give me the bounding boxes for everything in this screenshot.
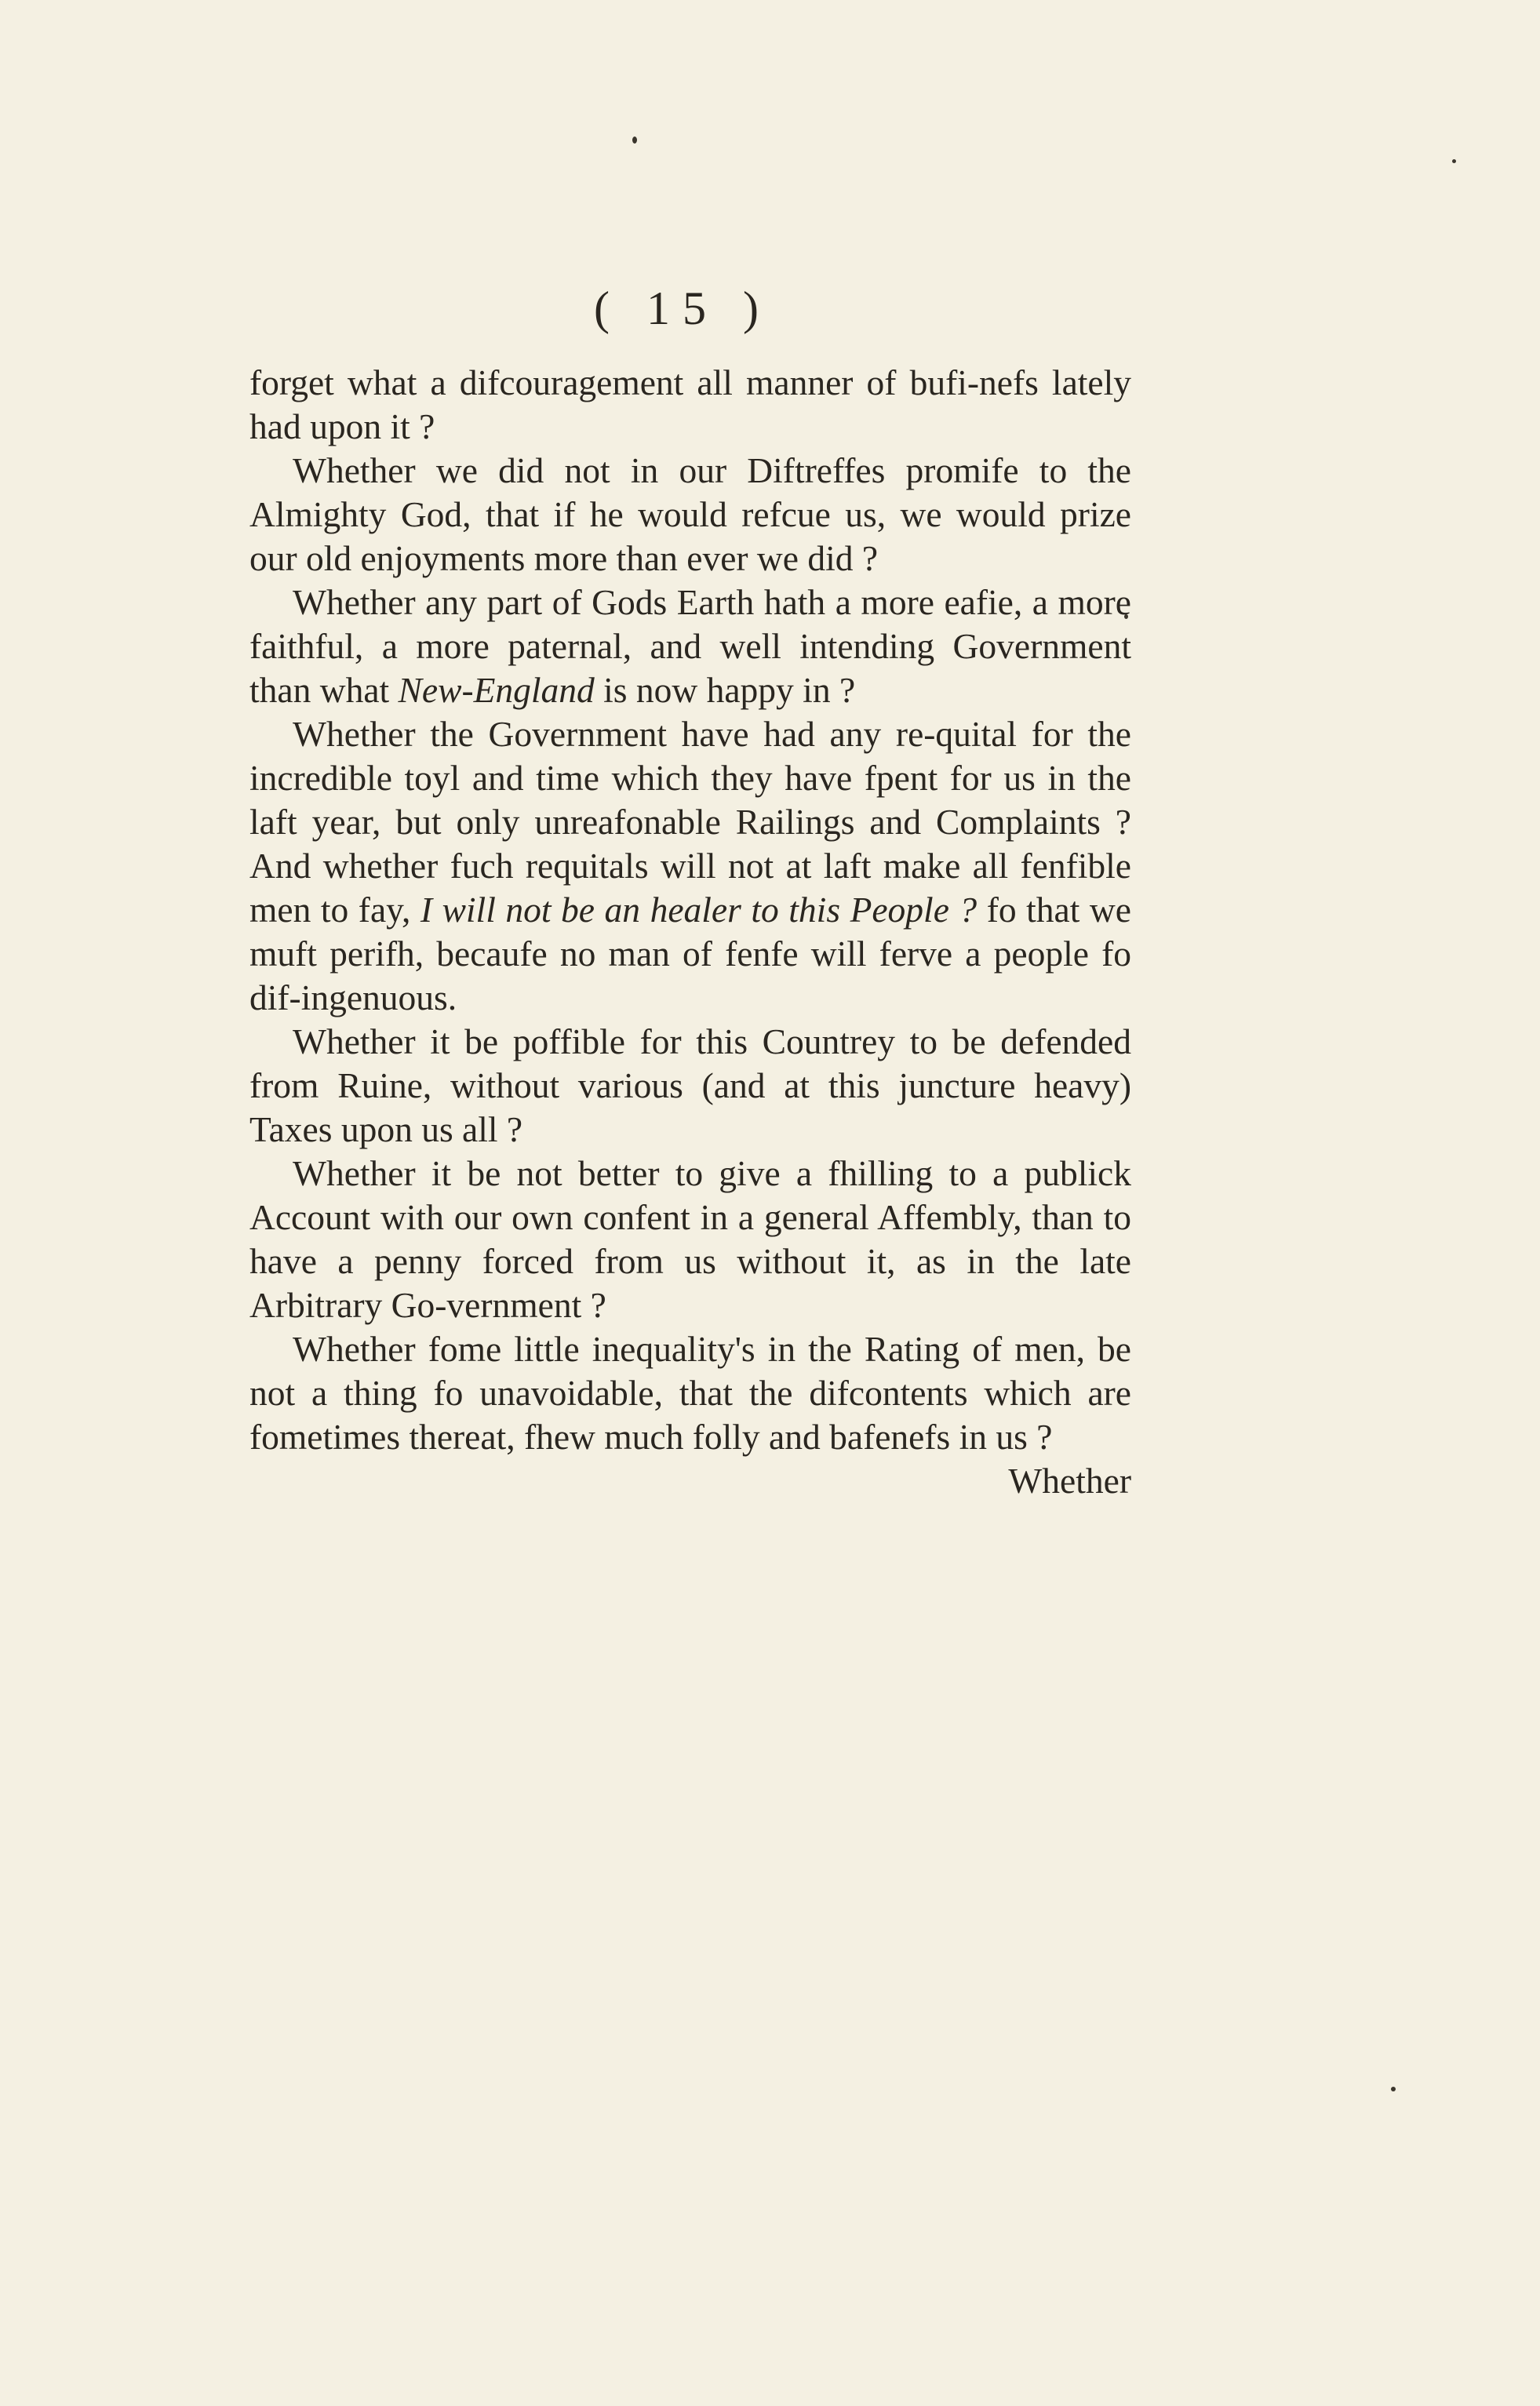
ink-speck	[632, 136, 637, 144]
page-number: ( 15 )	[594, 282, 771, 334]
paragraph-italic-text: New-England	[398, 670, 595, 710]
page-text	[249, 361, 1131, 1503]
ink-speck	[1391, 2087, 1396, 2091]
ink-speck	[1452, 159, 1456, 163]
paragraph	[249, 1152, 1131, 1327]
paragraph-text: Whether any part of Gods Earth hath a more eafie, a more faithful, a more paternal, and well intending Government than what	[249, 582, 1131, 710]
paragraph-text: Whether it be poffible for this Countrey to be defended from Ruine, without various (and at this juncture heavy) Taxes upon us all ?	[249, 1021, 1131, 1149]
paragraph	[249, 449, 1131, 581]
paragraph-text: Whether fome little inequality's in the Rating of men, be not a thing fo unavoidable, that the difcontents which are fometimes thereat, fhew much folly and bafenefs in us ?	[249, 1329, 1131, 1457]
paragraph-text: Whether it be not better to give a fhilling to a publick Account with our own confent in a general Affembly, than to have a penny forced from us without it, as in the late Arbitrary Go-vernment ?	[249, 1153, 1131, 1325]
opening-text: forget what a difcouragement all manner of bufi-nefs lately had upon it ?	[249, 362, 1131, 446]
paragraph	[249, 712, 1131, 1020]
paragraph-text-continued: is now happy in ?	[594, 670, 856, 710]
paragraph-text-continued: fo that we muft perifh, becaufe no man of fenfe will ferve a people fo dif-ingenuous.	[249, 890, 1131, 1017]
paragraph	[249, 581, 1131, 712]
paragraph	[249, 1327, 1131, 1459]
paragraph	[249, 1020, 1131, 1152]
paragraph-text: Whether we did not in our Diftreffes promife to the Almighty God, that if he would refcue us, we would prize our old enjoyments more than ever we did ?	[249, 450, 1131, 578]
catchword: Whether	[1008, 1461, 1131, 1501]
paragraph-italic-text: I will not be an healer to this People ?	[420, 890, 978, 930]
paragraph-text: Whether the Government have had any re-quital for the incredible toyl and time which they have fpent for us in the laft year, but only unreafonable Railings and Complaints ? And whether fuch requitals will not at laft make all fenfible men to fay,	[249, 714, 1131, 930]
